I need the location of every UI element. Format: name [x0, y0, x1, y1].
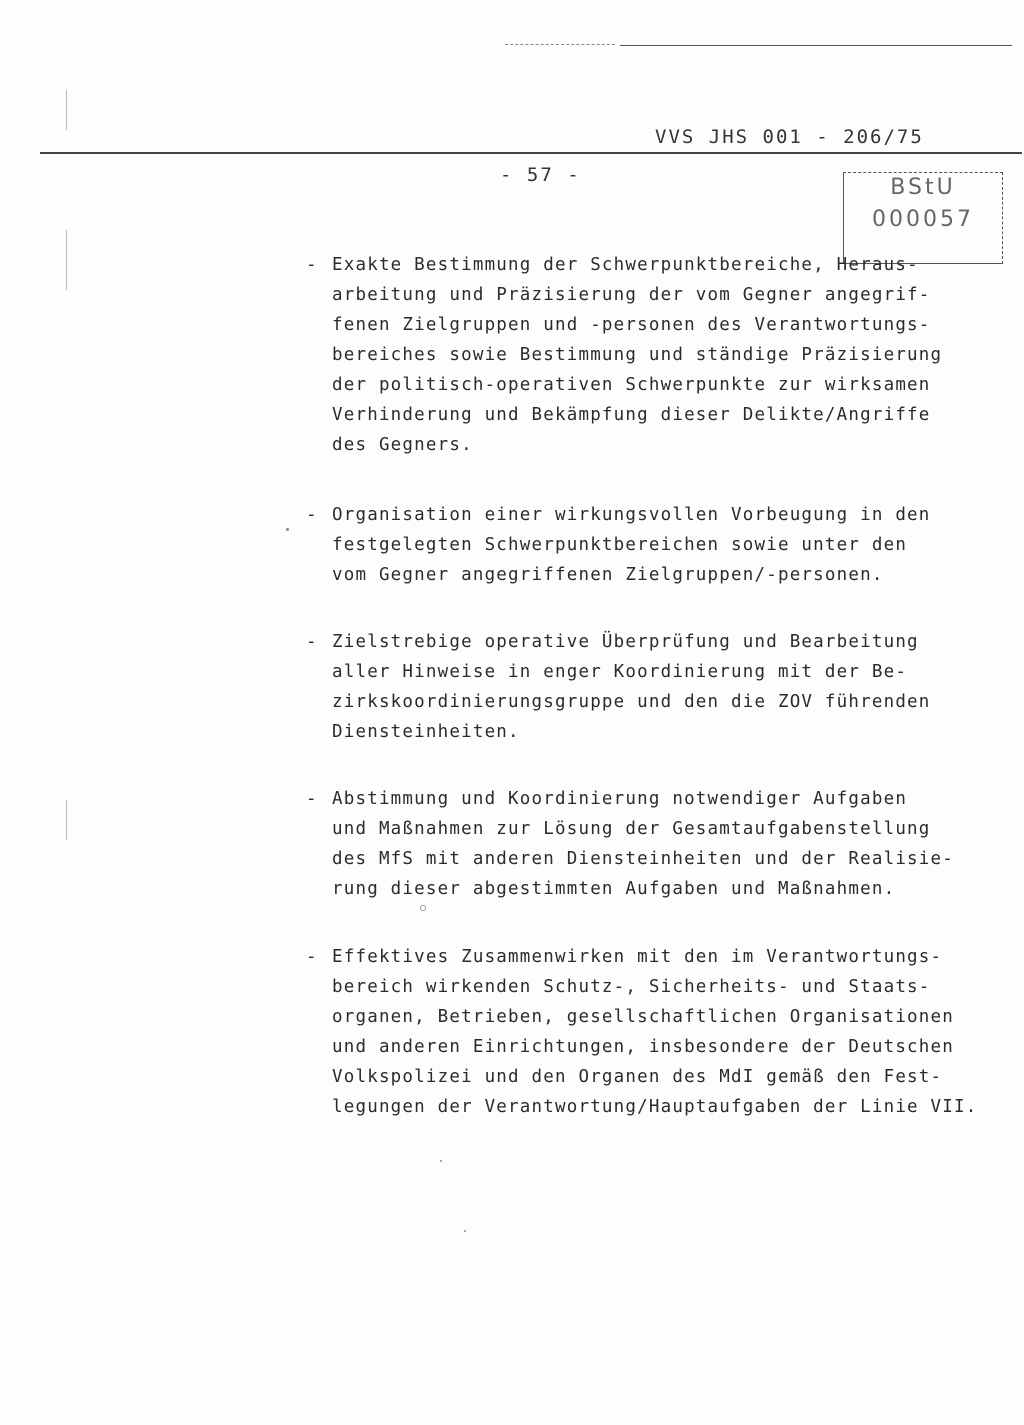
scan-speck — [464, 1230, 466, 1232]
stamp-name: BStU — [890, 175, 956, 200]
list-item-text: Organisation einer wirkungsvollen Vorbeugung in den festgelegten Schwerpunktbereichen sowie unter den vom Gegner angegriffenen Zielgruppen/-personen. — [332, 505, 931, 585]
list-item — [306, 250, 996, 460]
scan-speck — [286, 528, 289, 531]
list-dash: - — [306, 505, 318, 525]
scan-speck — [440, 1160, 442, 1162]
page-number: - 57 - — [500, 164, 581, 186]
list-dash: - — [306, 789, 318, 809]
scan-margin-mark — [66, 90, 67, 130]
list-item — [306, 500, 996, 590]
list-item-text: Exakte Bestimmung der Schwerpunktbereiche, Heraus- arbeitung und Präzisierung der vom Gegner angegrif- fenen Zielgruppen und -personen des Verantwortungs- bereiches sowie Bestimmung und ständige Präzisierung der politisch-operativen Schwerpunkte zur wirksamen Verhinderung und Bekämpfung dieser Delikte/Angriffe des Gegners. — [332, 255, 943, 455]
list-dash: - — [306, 632, 318, 652]
scan-speck — [420, 905, 426, 911]
scan-margin-mark — [66, 800, 67, 840]
top-rule — [620, 45, 1012, 46]
top-dashed-rule — [505, 44, 615, 45]
list-item-text: Effektives Zusammenwirken mit den im Verantwortungs- bereich wirkenden Schutz-, Sicherheits- und Staats- organen, Betrieben, gesellschaftlichen Organisationen und anderen Einrichtungen, insbesondere der Deutschen Volkspolizei und den Organen des MdI gemäß den Fest- legungen der Verantwortung/Hauptaufgaben der Linie VII. — [332, 947, 978, 1117]
list-item — [306, 627, 996, 747]
list-dash: - — [306, 947, 318, 967]
header-rule — [40, 152, 1022, 154]
list-item — [306, 784, 996, 904]
list-dash: - — [306, 255, 318, 275]
list-item — [306, 942, 996, 1122]
list-item-text: Abstimmung und Koordinierung notwendiger Aufgaben und Maßnahmen zur Lösung der Gesamtaufgabenstellung des MfS mit anderen Diensteinheiten und der Realisie- rung dieser abgestimmten Aufgaben und Maßnahmen. — [332, 789, 955, 899]
document-reference: VVS JHS 001 - 206/75 — [655, 126, 924, 148]
list-item-text: Zielstrebige operative Überprüfung und Bearbeitung aller Hinweise in enger Koordinierung mit der Be- zirkskoordinierungsgruppe und den die ZOV führenden Diensteinheiten. — [332, 632, 931, 742]
scan-margin-mark — [66, 230, 67, 290]
stamp-code: 000057 — [872, 207, 974, 232]
